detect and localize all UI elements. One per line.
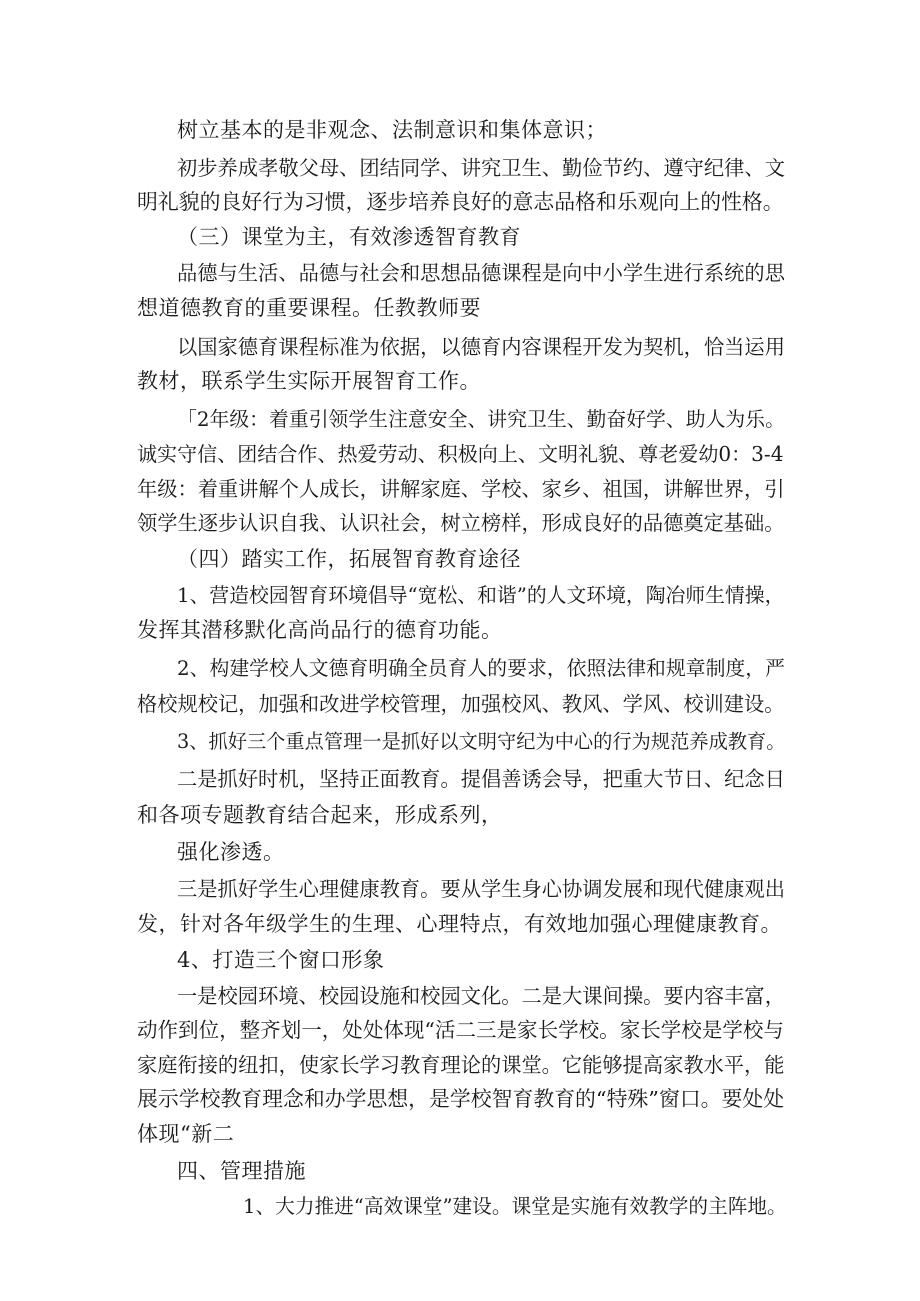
text-line: 和各项专题教育结合起来，形成系列，: [137, 803, 503, 827]
text-line: 体现“新二: [137, 1122, 235, 1146]
text-line: 想道德教育的重要课程。任教教师要: [137, 296, 481, 320]
text-line: 年级：着重讲解个人成长，讲解家庭、学校、家乡、祖国，讲解世界，引: [137, 477, 785, 501]
section-heading: （四）踏实工作，拓展智育教育途径: [177, 547, 521, 571]
text-line: 1、大力推进“高效课堂”建设。课堂是实施有效教学的主阵地。: [243, 1195, 787, 1218]
text-line: 诚实守信、团结合作、热爱劳动、积极向上、文明礼貌、尊老爱幼0：3-4: [137, 442, 784, 466]
text-line: 树立基本的是非观念、法制意识和集体意识；: [177, 118, 607, 142]
text-line: 展示学校教育理念和办学思想，是学校智育教育的“特殊”窗口。要处处: [137, 1087, 785, 1111]
text-line: 格校规校记，加强和改进学校管理，加强校风、教风、学风、校训建设。: [137, 692, 785, 716]
text-line: 家庭衔接的纽扣，使家长学习教育理论的课堂。它能够提高家教水平，能: [137, 1053, 785, 1077]
text-line: 二是抓好时机，坚持正面教育。提倡善诱会导，把重大节日、纪念日: [177, 767, 785, 791]
text-line: 发挥其潜移默化高尚品行的德育功能。: [137, 618, 503, 642]
text-line: 领学生逐步认识自我、认识社会，树立榜样，形成良好的品德奠定基础。: [137, 511, 785, 535]
text-line: 初步养成孝敬父母、团结同学、讲究卫生、勤俭节约、遵守纪律、文: [177, 156, 785, 180]
text-line: 教材，联系学生实际开展智育工作。: [137, 369, 481, 393]
text-line: 三是抓好学生心理健康教育。要从学生身心协调发展和现代健康观出: [177, 877, 785, 901]
section-heading: （三）课堂为主，有效渗透智育教育: [177, 225, 521, 249]
text-line: 品德与生活、品德与社会和思想品德课程是向中小学生进行系统的思: [177, 261, 785, 285]
section-heading: 四、管理措施: [177, 1159, 306, 1183]
text-line: 发，针对各年级学生的生理、心理特点，有效地加强心理健康教育。: [137, 912, 782, 936]
text-line: 以国家德育课程标准为依据，以德育内容课程开发为契机，恰当运用: [177, 335, 785, 359]
text-line: 明礼貌的良好行为习惯，逐步培养良好的意志品格和乐观向上的性格。: [137, 190, 784, 214]
text-line: 「2年级：着重引领学生注意安全、讲究卫生、勤奋好学、助人为乐。: [177, 408, 785, 431]
text-line: 1、营造校园智育环境倡导“宽松、和谐”的人文环境，陶冶师生情操，: [177, 584, 785, 607]
text-line: 强化渗透。: [177, 840, 285, 864]
text-line: 一是校园环境、校园设施和校园文化。二是大课间操。要内容丰富，: [177, 984, 785, 1008]
text-line: 3、抓好三个重点管理一是抓好以文明守纪为中心的行为规范养成教育。: [177, 730, 786, 753]
text-line: 动作到位，整齐划一，处处体现“活二三是家长学校。家长学校是学校与: [137, 1018, 784, 1042]
section-heading: 4、打造三个窗口形象: [177, 948, 385, 972]
text-line: 2、构建学校人文德育明确全员育人的要求，依照法律和规章制度，严: [177, 657, 785, 680]
